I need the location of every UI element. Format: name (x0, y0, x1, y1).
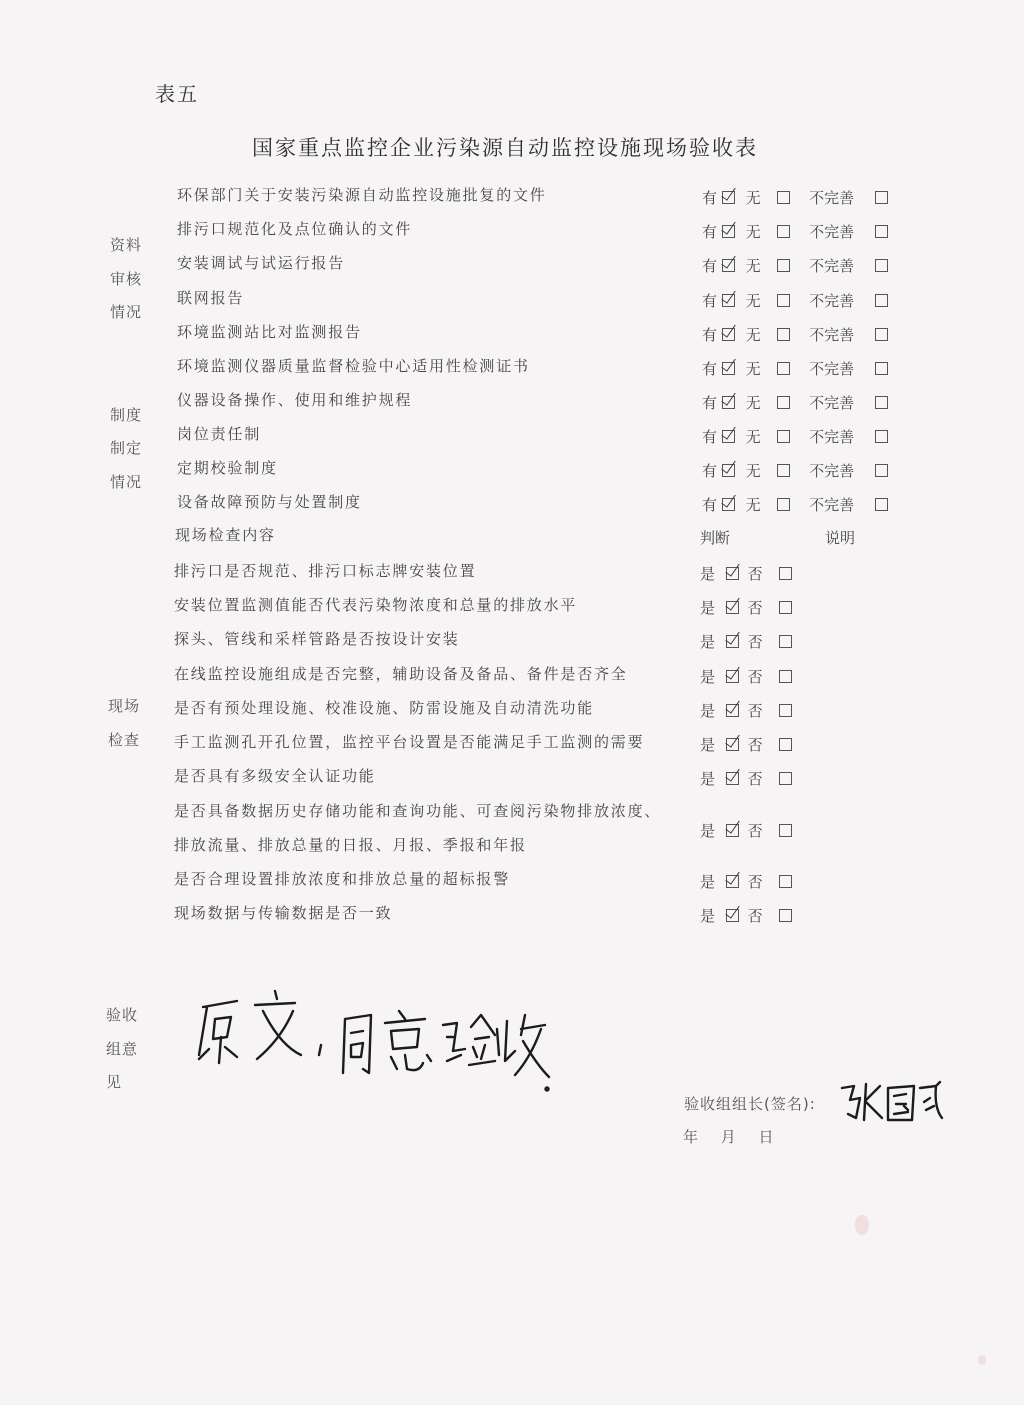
option-none-label: 无 (745, 394, 761, 412)
check-header-judge: 判断 (700, 529, 731, 547)
option-none-label: 无 (745, 257, 761, 275)
option-partial-checkbox[interactable] (875, 464, 888, 477)
option-have-checkbox[interactable] (722, 225, 735, 238)
option-no-checkbox[interactable] (779, 772, 792, 785)
doc-item-text: 环境监测仪器质量监督检验中心适用性检测证书 (177, 357, 530, 375)
section-docs-l2: 审核 (110, 270, 143, 288)
option-no-label: 否 (747, 736, 763, 754)
option-have-label: 有 (702, 394, 718, 412)
option-none-label: 无 (745, 462, 761, 480)
option-partial-label: 不完善 (809, 189, 855, 207)
option-yes-label: 是 (700, 633, 716, 651)
check-item-text: 是否有预处理设施、校准设施、防雷设施及自动清洗功能 (174, 699, 595, 717)
option-yes-label: 是 (700, 822, 716, 840)
option-no-checkbox[interactable] (779, 601, 792, 614)
check-item-text: 探头、管线和采样管路是否按设计安装 (174, 630, 460, 648)
option-have-label: 有 (702, 496, 718, 514)
option-have-label: 有 (702, 223, 718, 241)
option-partial-checkbox[interactable] (875, 396, 888, 409)
option-none-label: 无 (745, 360, 761, 378)
option-no-label: 否 (747, 873, 763, 891)
check-item-text: 安装位置监测值能否代表污染物浓度和总量的排放水平 (174, 596, 578, 614)
doc-item-text: 环境监测站比对监测报告 (177, 323, 362, 341)
option-none-checkbox[interactable] (777, 498, 790, 511)
option-no-label: 否 (747, 668, 763, 686)
check-item-text: 在线监控设施组成是否完整，辅助设备及备品、备件是否齐全 (174, 665, 628, 683)
option-none-label: 无 (745, 292, 761, 310)
option-have-checkbox[interactable] (722, 191, 735, 204)
check-item-text: 是否具有多级安全认证功能 (174, 767, 376, 785)
check-item-options (700, 871, 792, 892)
doc-item-options (702, 324, 888, 345)
option-none-label: 无 (745, 496, 761, 514)
section-onsite-l2: 检查 (108, 731, 141, 749)
option-partial-checkbox[interactable] (875, 294, 888, 307)
form-title-text: 国家重点监控企业污染源自动监控设施现场验收表 (252, 136, 758, 160)
option-no-checkbox[interactable] (779, 909, 792, 922)
option-yes-checkbox[interactable] (726, 772, 739, 785)
doc-item-options (702, 187, 888, 208)
section-rules-l1: 制度 (110, 406, 143, 424)
check-header-content: 现场检查内容 (175, 526, 276, 544)
doc-item-text: 设备故障预防与处置制度 (177, 493, 362, 511)
doc-item-options (702, 221, 888, 242)
option-have-checkbox[interactable] (722, 328, 735, 341)
option-yes-checkbox[interactable] (726, 635, 739, 648)
option-none-checkbox[interactable] (777, 430, 790, 443)
option-partial-checkbox[interactable] (875, 328, 888, 341)
option-no-label: 否 (747, 702, 763, 720)
option-partial-checkbox[interactable] (875, 225, 888, 238)
signature-handwritten (836, 1078, 946, 1126)
check-header-note: 说明 (825, 529, 856, 547)
option-have-label: 有 (702, 326, 718, 344)
option-no-label: 否 (747, 599, 763, 617)
option-partial-label: 不完善 (809, 292, 855, 310)
option-yes-label: 是 (700, 702, 716, 720)
option-partial-label: 不完善 (809, 496, 855, 514)
check-item-options (700, 700, 792, 721)
option-none-checkbox[interactable] (777, 294, 790, 307)
option-have-label: 有 (702, 189, 718, 207)
check-item-options (700, 631, 792, 652)
option-no-label: 否 (747, 907, 763, 925)
option-partial-label: 不完善 (809, 223, 855, 241)
option-yes-checkbox[interactable] (726, 738, 739, 751)
doc-item-options (702, 392, 888, 413)
doc-item-text: 岗位责任制 (177, 425, 262, 443)
option-partial-checkbox[interactable] (875, 430, 888, 443)
paper-stain (855, 1215, 869, 1235)
option-partial-checkbox[interactable] (875, 498, 888, 511)
option-partial-label: 不完善 (809, 462, 855, 480)
option-have-label: 有 (702, 428, 718, 446)
table-number: 表五 (155, 82, 199, 106)
doc-item-options (702, 255, 888, 276)
option-none-checkbox[interactable] (777, 225, 790, 238)
check-item-options (700, 597, 792, 618)
option-have-label: 有 (702, 257, 718, 275)
option-none-label: 无 (745, 326, 761, 344)
option-partial-checkbox[interactable] (875, 259, 888, 272)
option-no-checkbox[interactable] (779, 567, 792, 580)
option-yes-checkbox[interactable] (726, 704, 739, 717)
option-no-checkbox[interactable] (779, 738, 792, 751)
option-yes-checkbox[interactable] (726, 601, 739, 614)
section-docs-l3: 情况 (110, 303, 143, 321)
doc-item-text: 安装调试与试运行报告 (177, 254, 346, 272)
section-rules-l3: 情况 (110, 473, 143, 491)
section-rules-l2: 制定 (110, 439, 143, 457)
check-item-options (700, 734, 792, 755)
option-yes-label: 是 (700, 736, 716, 754)
check-item-text: 是否具备数据历史存储功能和查询功能、可查阅污染物排放浓度、 (174, 802, 662, 820)
option-no-checkbox[interactable] (779, 875, 792, 888)
option-have-label: 有 (702, 462, 718, 480)
option-none-checkbox[interactable] (777, 191, 790, 204)
option-have-checkbox[interactable] (722, 362, 735, 375)
option-no-label: 否 (747, 633, 763, 651)
check-item-text: 现场数据与传输数据是否一致 (174, 904, 393, 922)
check-item-options (700, 563, 792, 584)
option-partial-label: 不完善 (809, 257, 855, 275)
option-no-checkbox[interactable] (779, 824, 792, 837)
option-yes-checkbox[interactable] (726, 909, 739, 922)
option-yes-label: 是 (700, 907, 716, 925)
check-item-text: 是否合理设置排放浓度和排放总量的超标报警 (174, 870, 511, 888)
option-yes-label: 是 (700, 873, 716, 891)
doc-item-options (702, 358, 888, 379)
option-no-checkbox[interactable] (779, 704, 792, 717)
option-yes-checkbox[interactable] (726, 824, 739, 837)
option-none-checkbox[interactable] (777, 464, 790, 477)
option-none-checkbox[interactable] (777, 396, 790, 409)
section-docs-l1: 资料 (110, 236, 143, 254)
doc-item-options (702, 460, 888, 481)
check-item-options (700, 905, 792, 926)
option-partial-checkbox[interactable] (875, 191, 888, 204)
section-opinion-l2: 组意 (106, 1040, 139, 1058)
check-item-text-line2: 排放流量、排放总量的日报、月报、季报和年报 (174, 836, 527, 854)
option-partial-label: 不完善 (809, 428, 855, 446)
option-none-checkbox[interactable] (777, 259, 790, 272)
option-yes-checkbox[interactable] (726, 567, 739, 580)
doc-item-text: 排污口规范化及点位确认的文件 (177, 220, 413, 238)
option-have-checkbox[interactable] (722, 259, 735, 272)
check-item-text: 排污口是否规范、排污口标志牌安装位置 (174, 562, 477, 580)
option-yes-label: 是 (700, 668, 716, 686)
option-have-checkbox[interactable] (722, 430, 735, 443)
sign-date: 年 月 日 (683, 1128, 774, 1146)
doc-item-text: 联网报告 (177, 289, 245, 307)
option-no-label: 否 (747, 770, 763, 788)
doc-item-options (702, 494, 888, 515)
option-no-label: 否 (747, 822, 763, 840)
doc-item-options (702, 290, 888, 311)
option-yes-label: 是 (700, 770, 716, 788)
option-none-checkbox[interactable] (777, 328, 790, 341)
option-yes-checkbox[interactable] (726, 875, 739, 888)
check-item-options (700, 820, 792, 841)
doc-item-text: 仪器设备操作、使用和维护规程 (177, 391, 413, 409)
section-onsite-l1: 现场 (108, 697, 141, 715)
check-item-text: 手工监测孔开孔位置，监控平台设置是否能满足手工监测的需要 (174, 733, 645, 751)
check-item-options (700, 768, 792, 789)
option-partial-label: 不完善 (809, 394, 855, 412)
option-no-label: 否 (747, 565, 763, 583)
doc-item-options (702, 426, 888, 447)
check-item-options (700, 666, 792, 687)
signer-label: 验收组组长(签名): (684, 1095, 816, 1113)
option-have-checkbox[interactable] (722, 294, 735, 307)
option-have-checkbox[interactable] (722, 464, 735, 477)
paper-stain-2 (978, 1355, 986, 1365)
doc-item-text: 环保部门关于安装污染源自动监控设施批复的文件 (177, 186, 547, 204)
option-none-label: 无 (745, 189, 761, 207)
doc-item-text: 定期校验制度 (177, 459, 278, 477)
option-yes-checkbox[interactable] (726, 670, 739, 683)
handwritten-opinion (185, 985, 555, 1095)
option-partial-label: 不完善 (809, 326, 855, 344)
option-none-checkbox[interactable] (777, 362, 790, 375)
option-no-checkbox[interactable] (779, 635, 792, 648)
option-have-checkbox[interactable] (722, 396, 735, 409)
option-yes-label: 是 (700, 599, 716, 617)
option-no-checkbox[interactable] (779, 670, 792, 683)
option-have-checkbox[interactable] (722, 498, 735, 511)
section-opinion-l1: 验收 (106, 1006, 139, 1024)
option-have-label: 有 (702, 292, 718, 310)
form-title (0, 132, 1010, 162)
option-none-label: 无 (745, 428, 761, 446)
option-none-label: 无 (745, 223, 761, 241)
option-yes-label: 是 (700, 565, 716, 583)
option-have-label: 有 (702, 360, 718, 378)
option-partial-label: 不完善 (809, 360, 855, 378)
option-partial-checkbox[interactable] (875, 362, 888, 375)
section-opinion-l3: 见 (106, 1073, 123, 1091)
